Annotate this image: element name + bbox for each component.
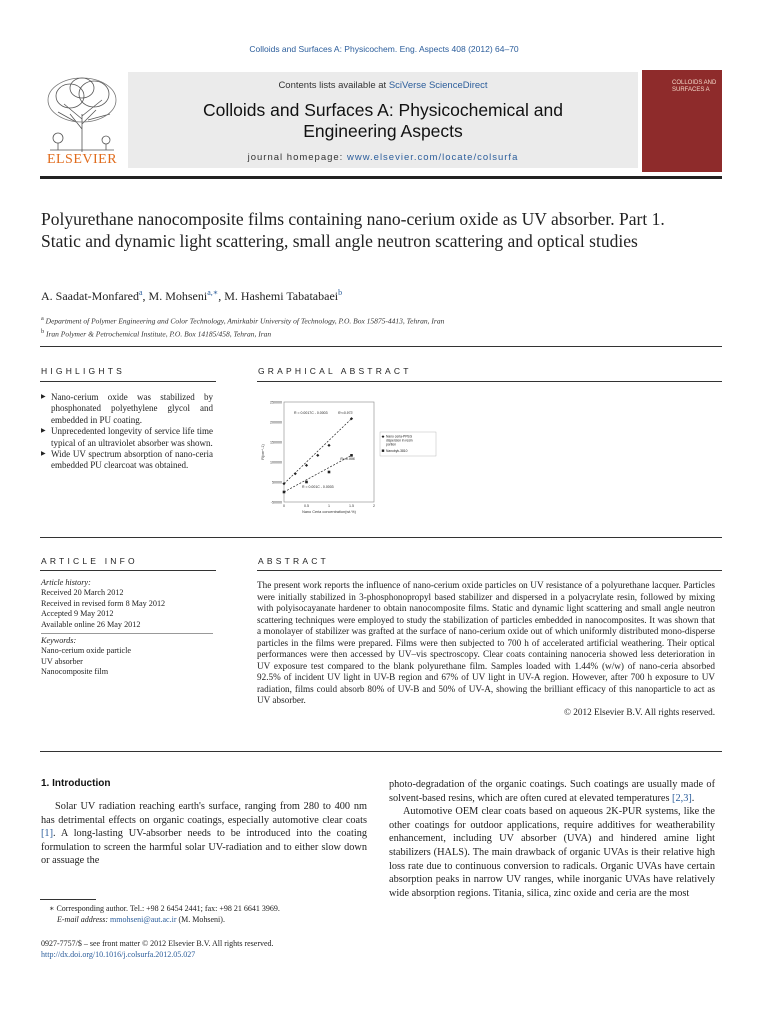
history-item: Received in revised form 8 May 2012: [41, 598, 166, 608]
journal-masthead: [40, 70, 722, 172]
keyword: Nanocomposite film: [41, 667, 109, 677]
graphical-abstract-chart: [256, 396, 456, 526]
section-rule: [40, 346, 722, 347]
contents-prefix: Contents lists available at: [278, 80, 389, 91]
x-tick-label: 2: [373, 504, 375, 508]
email-link[interactable]: mmohseni@aut.ac.ir: [110, 914, 177, 924]
history-item: Available online 26 May 2012: [41, 619, 141, 629]
footnote-rule: [40, 899, 96, 900]
journal-title: Colloids and Surfaces A: Physicochemical and Engineering Aspects: [203, 100, 563, 141]
front-matter: [41, 938, 371, 960]
x-tick-label: 1: [328, 504, 330, 508]
intro-text: photo-degradation of the organic coatings. Such coatings are usually made of solvent-based resins, which are often cured at elevated temperatures: [389, 779, 715, 804]
author-name: M. Hashemi Tabatabaei: [224, 289, 339, 303]
x-tick-label: 0.5: [304, 504, 309, 508]
legend-label: Nanobyk-3810: [386, 448, 408, 453]
intro-text: . A long-lasting UV-absorber needs to be introduced into the coating formulation to screen the harmful solar UV-radiation and to either slow down or assuage the: [41, 828, 367, 867]
journal-info-panel: [128, 72, 638, 168]
author-list: A. Saadat-Monfared$^a$, M. Mohseni$^{a,∗}$, M. Hashemi Tabatabaei$^b$: [41, 288, 343, 303]
homepage-link[interactable]: www.elsevier.com/locate/colsurfa: [346, 152, 519, 163]
abstract-paragraph: The present work reports the influence of nano-cerium oxide particles on UV resistance of a polyurethane lacquer. Particles were initially stabilized in 3-phosphonopropyl based stabilizer and dispersed in a polyacrylate resin, followed by mixing with polyisocayanate hardener to obtain nanocomposite films. Static and dynamic light scattering and small angle neutron scattering techniques were employed to study the stabilization of particles embedded in nanocomposites. It was shown that a monolayer of stabilizer was grafted at the surface of nano-cerium oxide out of which uniformly distributed mono-disperse particles in the films were prepared. Films were then subjected to 700 h of accelerated artificial weathering. Their optical performances were then accessed by UV–vis spectroscopy. Clear coats containing nanoceria showed less deterioration in UV exposure test compared to the blank polyurethane film. Samples loaded with 1.44% (w/w) of nano-ceria absorbed 92.5% of incident UV light in UV-B region and 67% of UV light in UV-A region. However, after 700 h exposure to UV radiation, films could absorb 80% of UV-B and 50% of UV-A, showing the brilliant efficacy of this nanoparticle to act as UV absorber.: [257, 580, 715, 706]
sciencedirect-link[interactable]: SciVerse ScienceDirect: [388, 80, 488, 91]
data-point: [283, 491, 286, 494]
keyword: UV absorber: [41, 656, 83, 666]
section-rule: [40, 537, 722, 538]
highlights-rule: [40, 381, 216, 382]
article-title: Polyurethane nanocomposite films containing nano-cerium oxide as UV absorber. Part 1. Static and dynamic light scattering, small angle neutron scattering and optical studies: [41, 209, 665, 251]
data-point: [327, 444, 330, 447]
author-name: M. Mohseni: [148, 289, 208, 303]
highlight-item: ▶ Wide UV spectrum absorption of nano-ceria embedded PU clearcoat was obtained.: [41, 449, 213, 472]
intro-text: Solar UV radiation reaching earth's surface, ranging from 280 to 400 nm has detrimental effects on organic coatings, especially automotive clear coats: [41, 801, 367, 826]
r-squared-label: R²=0.996: [340, 457, 355, 461]
abstract-rule: [257, 570, 722, 571]
highlights-heading: HIGHLIGHTS: [41, 366, 125, 376]
keywords-label: Keywords:: [41, 636, 77, 646]
email-suffix: (M. Mohseni).: [176, 914, 225, 924]
keyword: Nano-cerium oxide particle: [41, 646, 132, 656]
legend-label: Nano ceria-PPEG dispersion in resin portion: [386, 434, 413, 447]
author-affil-mark[interactable]: b: [338, 288, 343, 297]
abstract-body: [257, 580, 715, 719]
data-point: [328, 471, 331, 474]
x-tick-label: 0: [283, 504, 285, 508]
highlight-item: ▶ Unprecedented longevity of service life time typical of an ultraviolet absorber was shown.: [41, 426, 213, 449]
affiliations: [41, 314, 444, 339]
introduction-heading: 1. Introduction: [41, 778, 111, 789]
corresponding-footnote: [41, 904, 371, 925]
history-item: Accepted 9 May 2012: [41, 609, 114, 619]
data-point: [305, 464, 308, 467]
affiliation-mark: a: [41, 315, 44, 322]
journal-cover-thumbnail: [642, 70, 722, 172]
data-point: [316, 454, 319, 457]
graphical-abstract-rule: [257, 381, 722, 382]
data-point: [305, 481, 308, 484]
intro-text: .: [691, 792, 695, 804]
citation-link[interactable]: [1]: [41, 828, 54, 840]
contents-line: [128, 80, 638, 91]
history-item: Received 20 March 2012: [41, 588, 124, 598]
y-tick-label: 50000: [272, 480, 282, 485]
author-affil-mark[interactable]: a: [138, 288, 143, 297]
abstract-copyright: © 2012 Elsevier B.V. All rights reserved.: [564, 707, 715, 718]
data-point: [294, 472, 297, 475]
doi-line: [41, 949, 371, 960]
intro-paragraph: Automotive OEM clear coats based on aqueous 2K-PUR systems, like the other coatings for outdoor applications, require additives for weatherability enhancement, including UV absorber (UVA) and hindered amine light stabilizers (HALS). The main drawback of organic UVAs is their relative high loss rate due to continuous conversion to radicals. Organic UVAs have certain absorption peaks in narrow UV ranges, while inorganic UVAs have relatively wide absorption regions. Titania, silica, zinc oxide and ceria are the most: [389, 806, 715, 899]
elsevier-wordmark: ELSEVIER: [46, 152, 118, 167]
fit-equation-label: R = 0.001C - 0.0003: [302, 485, 334, 489]
intro-paragraph: [41, 800, 367, 868]
graphical-abstract-heading: GRAPHICAL ABSTRACT: [258, 366, 412, 376]
section-rule: [40, 751, 722, 752]
highlight-item: ▶ Nano-cerium oxide was stabilized by phosphonated polyethylene glycol and embedded in PU coating.: [41, 392, 213, 426]
y-tick-label: -50000: [270, 500, 282, 505]
y-axis-label: R(cm^-1): [261, 444, 265, 460]
history-label: Article history:: [41, 578, 91, 587]
x-axis-label: Nano Ceria concentration(wt.%): [302, 510, 356, 514]
homepage-prefix: journal homepage:: [247, 152, 347, 163]
fit-equation-label: R = 0.0017C - 0.0003: [294, 411, 328, 415]
intro-right-column: [389, 778, 715, 900]
info-divider: [41, 633, 213, 634]
author-affil-mark[interactable]: a,∗: [207, 288, 219, 297]
legend-marker: [382, 450, 384, 452]
masthead-rule: [40, 176, 722, 179]
cover-title: COLLOIDS AND SURFACES A: [672, 80, 717, 93]
r-squared-label: R²=0.973: [338, 411, 353, 415]
y-tick-label: 100000: [270, 460, 282, 465]
corresponding-author: ∗ Corresponding author. Tel.: +98 2 6454 2441; fax: +98 21 6641 3969.: [49, 904, 280, 913]
abstract-heading: ABSTRACT: [258, 556, 329, 566]
affiliation: [41, 314, 444, 327]
citation-header: Colloids and Surfaces A: Physicochem. Eng. Aspects 408 (2012) 64–70: [249, 44, 519, 54]
article-info: [41, 578, 213, 678]
issn-line: 0927-7757/$ – see front matter © 2012 Elsevier B.V. All rights reserved.: [41, 939, 274, 948]
y-tick-label: 250000: [270, 400, 282, 405]
doi-link[interactable]: http://dx.doi.org/10.1016/j.colsurfa.2012.05.027: [41, 950, 196, 959]
affiliation-text: Department of Polymer Engineering and Color Technology, Amirkabir University of Technology, P.O. Box 15875-4413, Tehran, Iran: [45, 316, 445, 326]
affiliation-text: Iran Polymer & Petrochemical Institute, P.O. Box 14185/458, Tehran, Iran: [46, 329, 272, 338]
intro-left-column: [41, 800, 367, 868]
citation-link[interactable]: [2,3]: [672, 792, 692, 804]
highlights-list: [41, 392, 213, 472]
y-tick-label: 150000: [270, 440, 282, 445]
x-tick-label: 1.5: [349, 504, 354, 508]
affiliation: [41, 327, 444, 340]
y-tick-label: 200000: [270, 420, 282, 425]
affiliation-mark: b: [41, 327, 45, 335]
journal-homepage: [128, 152, 638, 163]
email-label: E-mail address:: [57, 914, 111, 924]
intro-paragraph: [389, 778, 715, 805]
email-line: [41, 915, 371, 926]
article-info-heading: ARTICLE INFO: [41, 556, 138, 566]
article-info-rule: [40, 570, 216, 571]
chart-svg: [256, 396, 456, 526]
author-name: A. Saadat-Monfared: [41, 289, 139, 303]
